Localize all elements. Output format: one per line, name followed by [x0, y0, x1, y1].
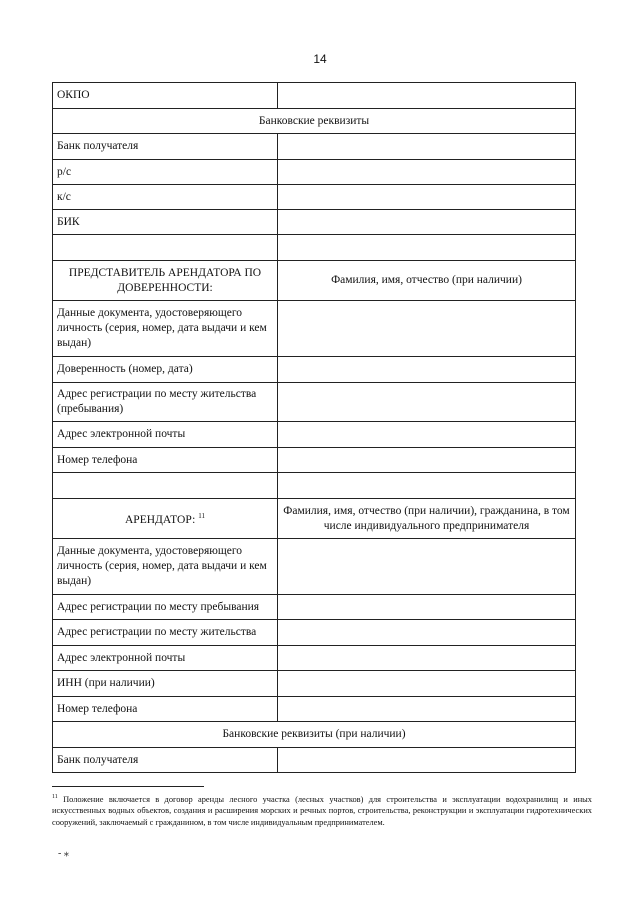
footnote-divider — [52, 786, 204, 787]
field-label: Данные документа, удостоверяющего личность (серия, номер, дата выдачи и кем выдан) — [53, 539, 278, 595]
field-value[interactable] — [278, 210, 576, 235]
field-value[interactable] — [278, 160, 576, 185]
field-label: к/с — [53, 185, 278, 210]
table-row — [53, 301, 576, 357]
table-row — [53, 109, 576, 134]
table-row — [53, 620, 576, 646]
table-row — [53, 595, 576, 620]
lease-details-table — [52, 82, 576, 773]
table-row — [53, 473, 576, 499]
field-label: Номер телефона — [53, 697, 278, 722]
field-value[interactable] — [278, 595, 576, 620]
field-value[interactable] — [278, 620, 576, 646]
table-row — [53, 261, 576, 301]
table-row — [53, 83, 576, 109]
section-heading: Банковские реквизиты (при наличии) — [53, 722, 576, 748]
field-label: Адрес регистрации по месту жительства (пребывания) — [53, 383, 278, 422]
table-row — [53, 185, 576, 210]
table-row — [53, 671, 576, 697]
table-row — [53, 160, 576, 185]
field-label: Номер телефона — [53, 448, 278, 473]
footnote-text: Положение включается в договор аренды лесного участка (лесных участков) для строительства и эксплуатации водохранилищ и иных искусственных водных объектов, создания и расширения морских и речных портов, строительства, реконструкции и эксплуатации гидротехнических сооружений, заключаемый с гражданином, в том числе индивидуальным предпринимателем. — [52, 794, 592, 827]
scan-mark: - ⁎ — [58, 848, 69, 859]
blank-cell — [278, 235, 576, 261]
table-row — [53, 357, 576, 383]
name-column-heading: Фамилия, имя, отчество (при наличии), гражданина, в том числе индивидуального предпринимателя — [278, 499, 576, 539]
party-heading-text: АРЕНДАТОР: — [125, 513, 196, 526]
field-label: Банк получателя — [53, 748, 278, 773]
field-label: Данные документа, удостоверяющего личность (серия, номер, дата выдачи и кем выдан) — [53, 301, 278, 357]
field-label: Адрес регистрации по месту жительства — [53, 620, 278, 646]
blank-cell — [53, 473, 278, 499]
blank-cell — [278, 473, 576, 499]
field-label: ОКПО — [53, 83, 278, 109]
field-label: БИК — [53, 210, 278, 235]
field-label: Адрес регистрации по месту пребывания — [53, 595, 278, 620]
table-row — [53, 539, 576, 595]
table-row — [53, 697, 576, 722]
field-label: ИНН (при наличии) — [53, 671, 278, 697]
field-value[interactable] — [278, 134, 576, 160]
table-row — [53, 383, 576, 422]
field-label: Адрес электронной почты — [53, 646, 278, 671]
party-heading — [53, 499, 278, 539]
section-heading: Банковские реквизиты — [53, 109, 576, 134]
field-label: Адрес электронной почты — [53, 422, 278, 448]
footnote-reference: 11 — [198, 512, 205, 521]
field-value[interactable] — [278, 748, 576, 773]
table-row — [53, 422, 576, 448]
field-value[interactable] — [278, 357, 576, 383]
page-number: 14 — [313, 52, 327, 66]
field-label: Банк получателя — [53, 134, 278, 160]
table-row — [53, 210, 576, 235]
table-row — [53, 722, 576, 748]
table-row — [53, 748, 576, 773]
field-value[interactable] — [278, 383, 576, 422]
field-value[interactable] — [278, 422, 576, 448]
table-row — [53, 448, 576, 473]
field-value[interactable] — [278, 646, 576, 671]
field-value[interactable] — [278, 185, 576, 210]
table-row — [53, 646, 576, 671]
field-value[interactable] — [278, 671, 576, 697]
field-label: Доверенность (номер, дата) — [53, 357, 278, 383]
table-row — [53, 499, 576, 539]
name-column-heading: Фамилия, имя, отчество (при наличии) — [278, 261, 576, 301]
party-heading — [53, 261, 278, 301]
party-heading-text: ПРЕДСТАВИТЕЛЬ АРЕНДАТОРА ПО ДОВЕРЕННОСТИ: — [68, 266, 262, 294]
field-label: р/с — [53, 160, 278, 185]
field-value[interactable] — [278, 697, 576, 722]
field-value[interactable] — [278, 448, 576, 473]
footnote — [52, 792, 592, 828]
blank-cell — [53, 235, 278, 261]
field-value[interactable] — [278, 83, 576, 109]
table-row — [53, 235, 576, 261]
field-value[interactable] — [278, 539, 576, 595]
field-value[interactable] — [278, 301, 576, 357]
footnote-marker: 11 — [52, 794, 58, 800]
table-row — [53, 134, 576, 160]
